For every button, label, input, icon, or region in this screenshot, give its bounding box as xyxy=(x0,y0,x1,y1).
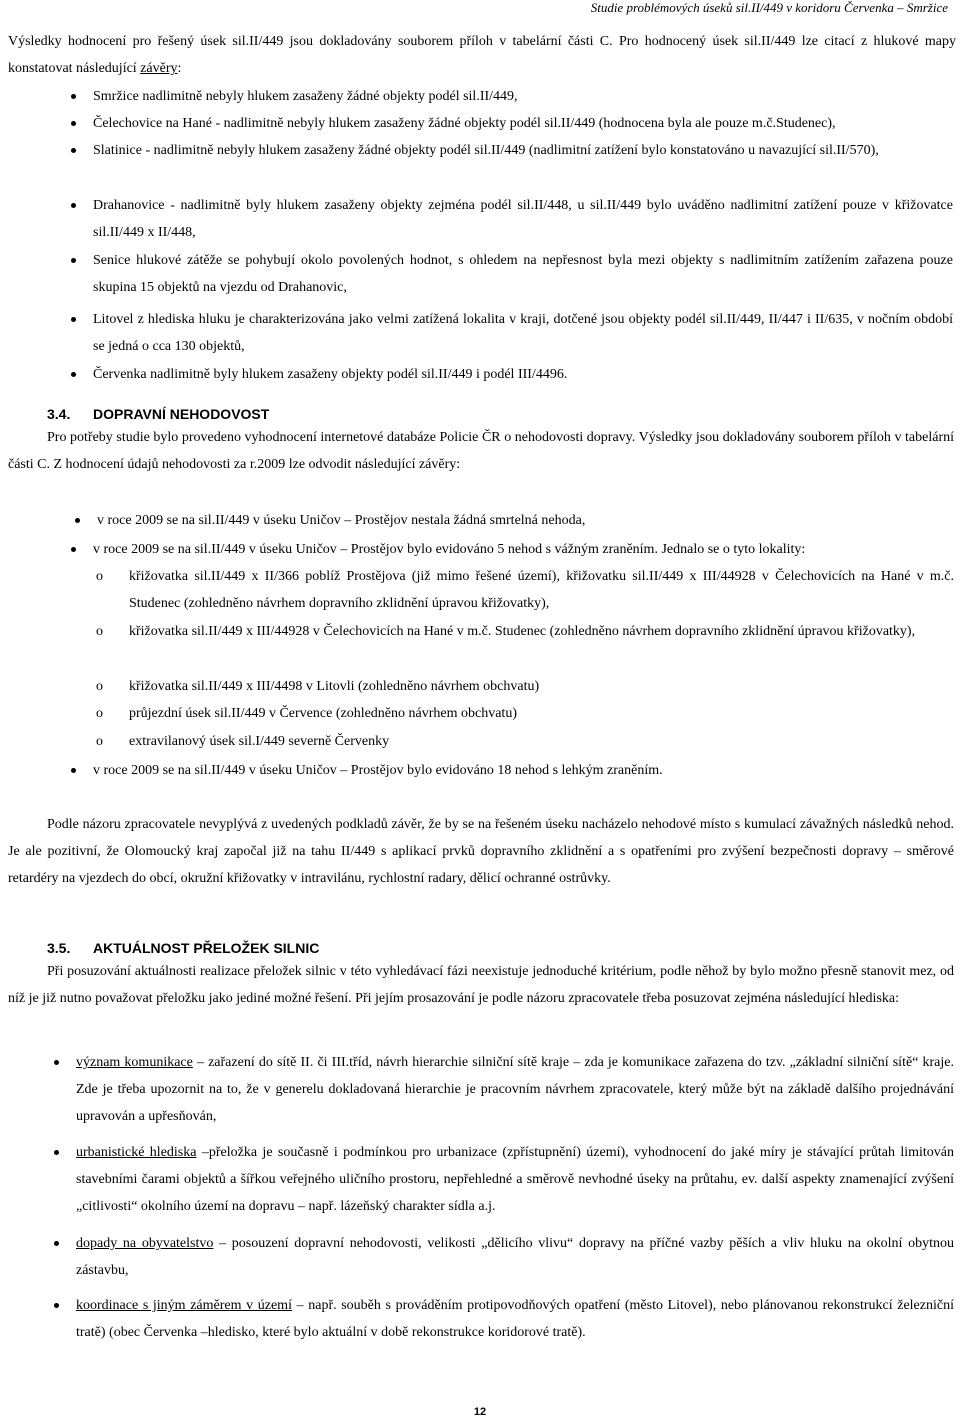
intro-link: závěry xyxy=(140,61,178,76)
accident-location: průjezdní úsek sil.II/449 v Července (zohledněno návrhem obchvatu) xyxy=(129,706,517,721)
noise-item: Červenka nadlimitně byly hlukem zasaženy objekty podél sil.II/449 i podél III/4496. xyxy=(93,361,953,388)
sub-marker: o xyxy=(96,569,103,584)
criterion-term: význam komunikace xyxy=(76,1055,193,1070)
accident-location: extravilanový úsek sil.I/449 severně Červenky xyxy=(129,734,390,749)
criterion-text: – např. souběh s prováděním protipovodňových opatření (město Litovel), nebo plánovanou rekonstrukcí železniční tratě) (obec Červenka –hledisko, které bylo aktuální v době rekonstrukce koridorové tratě). xyxy=(76,1298,954,1340)
intro-tail: : xyxy=(177,61,182,76)
criterion-text: – zařazení do sítě II. či III.tříd, návrh hierarchie silniční sítě kraje – zda je komunikace zařazena do tzv. „základní silniční sítě“ kraje. Zde je třeba upozornit na to, že v generelu dokladovaná hierarchie je pracovním návrhem zpracovatele, který může být na základě dalšího projednávání upravován a upřesňován, xyxy=(76,1055,954,1124)
section-intro: Při posuzování aktuálnosti realizace přeložek silnic v této vyhledávací fázi neexistuje jednoduché kritérium, podle něhož by bylo možno přesně stanovit mez, od níž je již nutno považovat přeložku jako jediné možné řešení. Při jejím prosazování je podle názoru zpracovatele třeba posuzovat zejména následující hlediska: xyxy=(8,964,954,1006)
sub-marker: o xyxy=(96,734,103,749)
page-number: 12 xyxy=(473,1406,487,1418)
accident-location: křižovatka sil.II/449 x II/366 poblíž Prostějova (již mimo řešené území), křižovatku sil.II/449 x III/44928 v Čelechovicích na Hané v m.č. Studenec (zohledněno návrhem dopravního zklidnění úpravou křižovatky), xyxy=(129,569,954,611)
section-intro: Pro potřeby studie bylo provedeno vyhodnocení internetové databáze Policie ČR o nehodovosti dopravy. Výsledky jsou dokladovány souborem příloh v tabelární části C. Z hodnocení údajů nehodovosti za r.2009 lze odvodit následující závěry: xyxy=(8,430,954,472)
accident-item: v roce 2009 se na sil.II/449 v úseku Uničov – Prostějov nestala žádná smrtelná nehoda, xyxy=(97,507,947,534)
intro-paragraph xyxy=(8,28,956,82)
criterion-text: –přeložka je současně i podmínkou pro urbanizace (zpřístupnění) území), vyhodnocení do jaké míry je stávající průtah limitován stavebními čarami objektů a šířkou veřejného uličního prostoru, nepřehledné a směrově nevhodné úseky na průtahu, ev. další aspekty znamenající zvýšení „citlivosti“ okolního území na dopravu – např. lázeňský charakter sídla a.j. xyxy=(76,1145,954,1214)
section-number: 3.5. xyxy=(47,940,71,956)
noise-item: Senice hlukové zátěže se pohybují okolo povolených hodnot, s ohledem na nepřesnost byla mezi objekty s nadlimitním zatížením zařazena pouze skupina 15 objektů na vjezdu od Drahanovic, xyxy=(93,247,953,301)
criterion-term: koordinace s jiným záměrem v území xyxy=(76,1298,292,1313)
accident-location: křižovatka sil.II/449 x III/4498 v Litovli (zohledněno návrhem obchvatu) xyxy=(129,679,540,694)
criterion-text: – posouzení dopravní nehodovosti, velikosti „dělicího vlivu“ dopravy na příčné vazby pěších a vliv hluku na okolní obytnou zástavbu, xyxy=(76,1236,954,1278)
criterion-item xyxy=(76,1139,954,1220)
running-header: Studie problémových úseků sil.II/449 v koridoru Červenka – Smržice xyxy=(590,0,948,15)
noise-item: Smržice nadlimitně nebyly hlukem zasaženy žádné objekty podél sil.II/449, xyxy=(93,83,953,110)
criterion-term: urbanistické hlediska xyxy=(76,1145,197,1160)
sub-marker: o xyxy=(96,679,103,694)
sub-marker: o xyxy=(96,624,103,639)
section-number: 3.4. xyxy=(47,406,71,422)
criterion-term: dopady na obyvatelstvo xyxy=(76,1236,214,1251)
criterion-item xyxy=(76,1049,954,1130)
accident-location: křižovatka sil.II/449 x III/44928 v Čelechovicích na Hané v m.č. Studenec (zohledněno návrhem dopravního zklidnění úpravou křižovatky), xyxy=(129,624,916,639)
section-conclusion: Podle názoru zpracovatele nevyplývá z uvedených podkladů závěr, že by se na řešeném úseku nacházelo nehodové místo s kumulací závažných následků nehod. Je ale pozitivní, že Olomoucký kraj započal již na tahu II/449 s aplikací prvků dopravního zklidnění a s opatřeními pro zvýšení bezpečnosti dopravy – směrové retardéry na vjezdech do obcí, okružní křižovatky v intravilánu, rychlostní radary, dělicí ochranné ostrůvky. xyxy=(8,817,954,886)
section-title: AKTUÁLNOST PŘELOŽEK SILNIC xyxy=(93,940,320,956)
section-title: DOPRAVNÍ NEHODOVOST xyxy=(93,406,270,422)
sub-marker: o xyxy=(96,706,103,721)
intro-text: Výsledky hodnocení pro řešený úsek sil.II/449 jsou dokladovány souborem příloh v tabelární části C. Pro hodnocený úsek sil.II/449 lze citací z hlukové mapy konstatovat následující xyxy=(8,34,956,76)
noise-item: Čelechovice na Hané - nadlimitně nebyly hlukem zasaženy žádné objekty podél sil.II/449 (hodnocena byla ale pouze m.č.Studenec), xyxy=(93,110,953,137)
noise-item: Slatinice - nadlimitně nebyly hlukem zasaženy žádné objekty podél sil.II/449 (nadlimitní zatížení bylo konstatováno u navazující sil.II/570), xyxy=(93,137,953,164)
noise-item: Drahanovice - nadlimitně byly hlukem zasaženy objekty zejména podél sil.II/448, u sil.II/449 bylo uváděno nadlimitní zatížení pouze v křižovatce sil.II/449 x II/448, xyxy=(93,192,953,246)
accident-item: v roce 2009 se na sil.II/449 v úseku Uničov – Prostějov bylo evidováno 5 nehod s vážným zraněním. Jednalo se o tyto lokality: xyxy=(93,536,953,563)
accident-item: v roce 2009 se na sil.II/449 v úseku Uničov – Prostějov bylo evidováno 18 nehod s lehkým zraněním. xyxy=(93,757,953,784)
noise-item: Litovel z hlediska hluku je charakterizována jako velmi zatížená lokalita v kraji, dotčené jsou objekty podél sil.II/449, II/447 i II/635, v nočním období se jedná o cca 130 objektů, xyxy=(93,306,953,360)
criterion-item xyxy=(76,1230,954,1284)
criterion-item xyxy=(76,1292,954,1346)
